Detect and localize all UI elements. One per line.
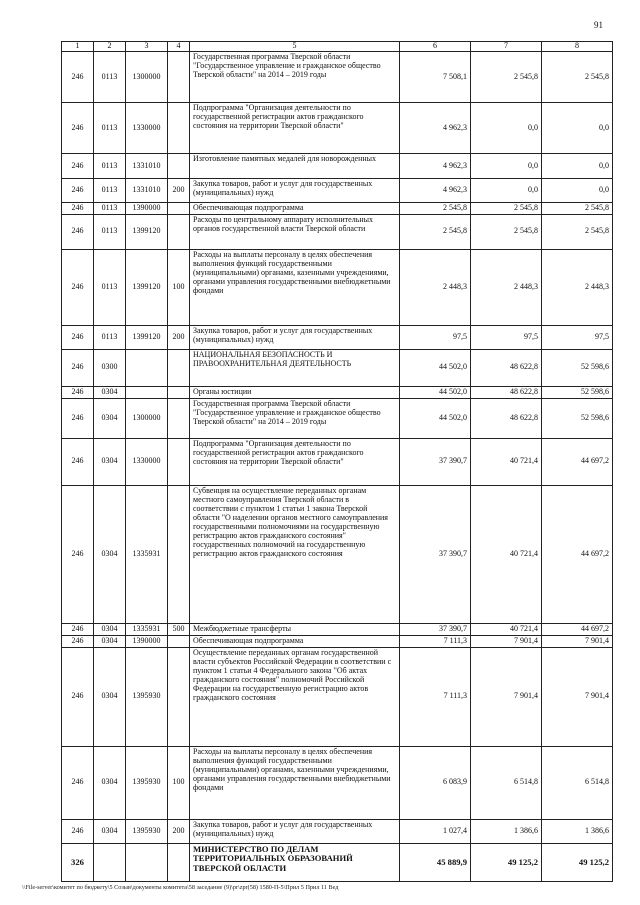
row-amount-col6: 7 508,1 xyxy=(400,52,471,103)
row-amount-col8: 2 448,3 xyxy=(542,249,613,325)
row-amount-col6: 2 545,8 xyxy=(400,214,471,249)
row-description: Закупка товаров, работ и услуг для государственных (муниципальных) нужд xyxy=(190,179,400,203)
row-amount-col6: 37 390,7 xyxy=(400,623,471,635)
row-amount-col8: 44 697,2 xyxy=(542,438,613,485)
table-row xyxy=(62,349,613,386)
row-code-admin: 246 xyxy=(62,647,94,746)
row-code-section: 0304 xyxy=(94,819,126,843)
row-code-expense-type xyxy=(168,154,190,179)
row-code-section: 0113 xyxy=(94,214,126,249)
header-cell: 4 xyxy=(168,42,190,52)
row-code-expense-type xyxy=(168,103,190,154)
row-description: Обеспечивающая подпрограмма xyxy=(190,203,400,215)
table-row xyxy=(62,819,613,843)
row-code-target: 1335931 xyxy=(126,623,168,635)
row-amount-col7: 48 622,8 xyxy=(471,398,542,438)
row-description: НАЦИОНАЛЬНАЯ БЕЗОПАСНОСТЬ И ПРАВООХРАНИТЕЛЬНАЯ ДЕЯТЕЛЬНОСТЬ xyxy=(190,349,400,386)
header-cell: 5 xyxy=(190,42,400,52)
row-code-admin: 246 xyxy=(62,154,94,179)
row-description: Подпрограмма "Организация деятельности по государственной регистрации актов гражданского состояния на территории Тверской области" xyxy=(190,103,400,154)
table-row xyxy=(62,438,613,485)
row-code-target: 1399120 xyxy=(126,325,168,349)
row-code-section: 0113 xyxy=(94,52,126,103)
header-cell: 8 xyxy=(542,42,613,52)
row-code-expense-type xyxy=(168,485,190,623)
row-code-admin: 246 xyxy=(62,485,94,623)
row-code-target: 1395930 xyxy=(126,746,168,819)
row-amount-col6: 37 390,7 xyxy=(400,485,471,623)
row-amount-col7: 48 622,8 xyxy=(471,349,542,386)
row-amount-col7: 6 514,8 xyxy=(471,746,542,819)
row-code-target: 1395930 xyxy=(126,647,168,746)
row-code-target: 1395930 xyxy=(126,819,168,843)
row-code-expense-type: 200 xyxy=(168,819,190,843)
footer-path: \\File-server\комитет по бюджету\5 Созыв\документы комитета\58 заседание (9)\pr\zpr(58) 1580-П-5\Прил 5 Прил 11 Вед xyxy=(22,884,339,891)
row-amount-col8: 0,0 xyxy=(542,103,613,154)
row-amount-col8: 2 545,8 xyxy=(542,214,613,249)
row-code-admin: 246 xyxy=(62,438,94,485)
row-code-section: 0304 xyxy=(94,647,126,746)
row-code-expense-type: 200 xyxy=(168,179,190,203)
row-code-section: 0304 xyxy=(94,398,126,438)
row-amount-col7: 0,0 xyxy=(471,154,542,179)
table-row xyxy=(62,746,613,819)
row-amount-col6: 7 111,3 xyxy=(400,647,471,746)
row-amount-col7: 2 448,3 xyxy=(471,249,542,325)
row-code-expense-type xyxy=(168,843,190,881)
row-amount-col6: 4 962,3 xyxy=(400,154,471,179)
row-description: Закупка товаров, работ и услуг для государственных (муниципальных) нужд xyxy=(190,819,400,843)
row-amount-col6: 2 448,3 xyxy=(400,249,471,325)
table-row xyxy=(62,154,613,179)
row-description: Подпрограмма "Организация деятельности по государственной регистрации актов гражданского состояния на территории Тверской области" xyxy=(190,438,400,485)
row-code-target: 1300000 xyxy=(126,52,168,103)
row-code-admin: 246 xyxy=(62,325,94,349)
row-code-section: 0304 xyxy=(94,635,126,647)
row-code-admin: 246 xyxy=(62,249,94,325)
row-code-expense-type xyxy=(168,349,190,386)
table-row xyxy=(62,623,613,635)
row-code-target: 1330000 xyxy=(126,438,168,485)
row-code-expense-type: 200 xyxy=(168,325,190,349)
row-code-expense-type xyxy=(168,52,190,103)
table-row xyxy=(62,485,613,623)
row-description: Государственная программа Тверской области "Государственное управление и гражданское общество Тверской области" на 2014 – 2019 годы xyxy=(190,52,400,103)
row-amount-col8: 7 901,4 xyxy=(542,647,613,746)
row-code-expense-type xyxy=(168,203,190,215)
row-amount-col7: 1 386,6 xyxy=(471,819,542,843)
row-code-expense-type: 100 xyxy=(168,746,190,819)
row-code-admin: 246 xyxy=(62,746,94,819)
header-cell: 2 xyxy=(94,42,126,52)
row-code-expense-type xyxy=(168,635,190,647)
row-description: Органы юстиции xyxy=(190,386,400,398)
row-amount-col7: 40 721,4 xyxy=(471,623,542,635)
row-description: Изготовление памятных медалей для новорожденных xyxy=(190,154,400,179)
row-description: Расходы на выплаты персоналу в целях обеспечения выполнения функций государственными (муниципальными) органами, казенными учреждениями, органами управления государственными внебюджетными фондами xyxy=(190,249,400,325)
row-code-admin: 246 xyxy=(62,214,94,249)
row-code-target: 1399120 xyxy=(126,249,168,325)
row-code-admin: 246 xyxy=(62,179,94,203)
row-code-target: 1399120 xyxy=(126,214,168,249)
row-amount-col8: 6 514,8 xyxy=(542,746,613,819)
row-code-target: 1300000 xyxy=(126,398,168,438)
row-amount-col6: 7 111,3 xyxy=(400,635,471,647)
row-code-section: 0113 xyxy=(94,154,126,179)
row-amount-col8: 7 901,4 xyxy=(542,635,613,647)
row-code-section: 0300 xyxy=(94,349,126,386)
row-description: Государственная программа Тверской области "Государственное управление и гражданское общество Тверской области" на 2014 – 2019 годы xyxy=(190,398,400,438)
row-code-admin: 326 xyxy=(62,843,94,881)
table-row xyxy=(62,325,613,349)
header-cell: 1 xyxy=(62,42,94,52)
row-amount-col7: 0,0 xyxy=(471,103,542,154)
table-row xyxy=(62,647,613,746)
row-amount-col8: 52 598,6 xyxy=(542,398,613,438)
row-amount-col6: 6 083,9 xyxy=(400,746,471,819)
row-code-section: 0304 xyxy=(94,746,126,819)
table-row xyxy=(62,52,613,103)
row-code-target: 1390000 xyxy=(126,203,168,215)
row-amount-col6: 4 962,3 xyxy=(400,179,471,203)
row-amount-col7: 2 545,8 xyxy=(471,214,542,249)
header-cell: 6 xyxy=(400,42,471,52)
row-code-section: 0113 xyxy=(94,179,126,203)
row-code-target: 1330000 xyxy=(126,103,168,154)
row-amount-col7: 48 622,8 xyxy=(471,386,542,398)
row-amount-col6: 1 027,4 xyxy=(400,819,471,843)
row-code-section: 0304 xyxy=(94,485,126,623)
row-code-section: 0304 xyxy=(94,623,126,635)
row-amount-col7: 40 721,4 xyxy=(471,485,542,623)
row-code-admin: 246 xyxy=(62,52,94,103)
row-amount-col6: 4 962,3 xyxy=(400,103,471,154)
row-code-admin: 246 xyxy=(62,623,94,635)
row-amount-col8: 44 697,2 xyxy=(542,485,613,623)
row-amount-col8: 44 697,2 xyxy=(542,623,613,635)
row-code-admin: 246 xyxy=(62,203,94,215)
table-row xyxy=(62,179,613,203)
row-amount-col7: 40 721,4 xyxy=(471,438,542,485)
row-code-expense-type xyxy=(168,386,190,398)
row-amount-col8: 52 598,6 xyxy=(542,349,613,386)
header-cell: 3 xyxy=(126,42,168,52)
row-code-target xyxy=(126,843,168,881)
row-code-target: 1335931 xyxy=(126,485,168,623)
row-amount-col8: 0,0 xyxy=(542,179,613,203)
header-cell: 7 xyxy=(471,42,542,52)
row-code-admin: 246 xyxy=(62,398,94,438)
row-code-admin: 246 xyxy=(62,103,94,154)
table-header-row xyxy=(62,42,613,52)
row-amount-col8: 0,0 xyxy=(542,154,613,179)
row-amount-col8: 49 125,2 xyxy=(542,843,613,881)
row-code-target: 1331010 xyxy=(126,154,168,179)
row-description: Обеспечивающая подпрограмма xyxy=(190,635,400,647)
row-amount-col6: 2 545,8 xyxy=(400,203,471,215)
row-code-section xyxy=(94,843,126,881)
row-code-section: 0113 xyxy=(94,203,126,215)
row-amount-col8: 2 545,8 xyxy=(542,203,613,215)
table-row xyxy=(62,398,613,438)
row-amount-col6: 44 502,0 xyxy=(400,386,471,398)
row-amount-col8: 97,5 xyxy=(542,325,613,349)
table-row xyxy=(62,214,613,249)
table-row xyxy=(62,203,613,215)
row-code-section: 0113 xyxy=(94,325,126,349)
row-code-section: 0113 xyxy=(94,249,126,325)
row-amount-col8: 1 386,6 xyxy=(542,819,613,843)
row-code-section: 0113 xyxy=(94,103,126,154)
row-code-target xyxy=(126,349,168,386)
row-description: Межбюджетные трансферты xyxy=(190,623,400,635)
row-code-admin: 246 xyxy=(62,386,94,398)
row-code-expense-type xyxy=(168,214,190,249)
row-code-section: 0304 xyxy=(94,438,126,485)
row-code-target: 1331010 xyxy=(126,179,168,203)
row-amount-col7: 2 545,8 xyxy=(471,203,542,215)
row-amount-col7: 2 545,8 xyxy=(471,52,542,103)
row-code-target xyxy=(126,386,168,398)
row-description: Закупка товаров, работ и услуг для государственных (муниципальных) нужд xyxy=(190,325,400,349)
page-number: 91 xyxy=(594,20,603,30)
row-amount-col7: 97,5 xyxy=(471,325,542,349)
row-code-expense-type xyxy=(168,398,190,438)
table-row xyxy=(62,249,613,325)
row-amount-col8: 2 545,8 xyxy=(542,52,613,103)
table-row xyxy=(62,386,613,398)
row-code-section: 0304 xyxy=(94,386,126,398)
row-code-expense-type: 500 xyxy=(168,623,190,635)
table-row xyxy=(62,635,613,647)
row-amount-col6: 44 502,0 xyxy=(400,398,471,438)
row-code-admin: 246 xyxy=(62,349,94,386)
row-description: Осуществление переданных органам государственной власти субъектов Российской Федерации в соответствии с пунктом 1 статьи 4 Федерального закона "Об актах гражданского состояния" полномочий Российской Федерации на государственную регистрацию актов гражданского состояния xyxy=(190,647,400,746)
table-row xyxy=(62,103,613,154)
row-code-target: 1390000 xyxy=(126,635,168,647)
row-description: Субвенция на осуществление переданных органам местного самоуправления Тверской области в соответствии с пунктом 1 статьи 1 закона Тверской области "О наделении органов местного самоуправления государственными полномочиями на государственную регистрацию актов гражданского состояния" государственных полномочий на государственную регистрацию актов гражданского состояния xyxy=(190,485,400,623)
row-amount-col7: 0,0 xyxy=(471,179,542,203)
row-code-admin: 246 xyxy=(62,819,94,843)
row-amount-col6: 44 502,0 xyxy=(400,349,471,386)
budget-table xyxy=(61,41,613,882)
row-code-expense-type xyxy=(168,438,190,485)
row-code-expense-type: 100 xyxy=(168,249,190,325)
row-description: Расходы по центральному аппарату исполнительных органов государственной власти Тверской области xyxy=(190,214,400,249)
row-amount-col8: 52 598,6 xyxy=(542,386,613,398)
row-amount-col6: 97,5 xyxy=(400,325,471,349)
row-amount-col7: 7 901,4 xyxy=(471,647,542,746)
row-amount-col6: 37 390,7 xyxy=(400,438,471,485)
row-amount-col6: 45 889,9 xyxy=(400,843,471,881)
row-description: МИНИСТЕРСТВО ПО ДЕЛАМ ТЕРРИТОРИАЛЬНЫХ ОБРАЗОВАНИЙ ТВЕРСКОЙ ОБЛАСТИ xyxy=(190,843,400,881)
table-row xyxy=(62,843,613,881)
row-amount-col7: 49 125,2 xyxy=(471,843,542,881)
row-code-admin: 246 xyxy=(62,635,94,647)
row-description: Расходы на выплаты персоналу в целях обеспечения выполнения функций государственными (муниципальными) органами, казенными учреждениями, органами управления государственными внебюджетными фондами xyxy=(190,746,400,819)
row-code-expense-type xyxy=(168,647,190,746)
row-amount-col7: 7 901,4 xyxy=(471,635,542,647)
